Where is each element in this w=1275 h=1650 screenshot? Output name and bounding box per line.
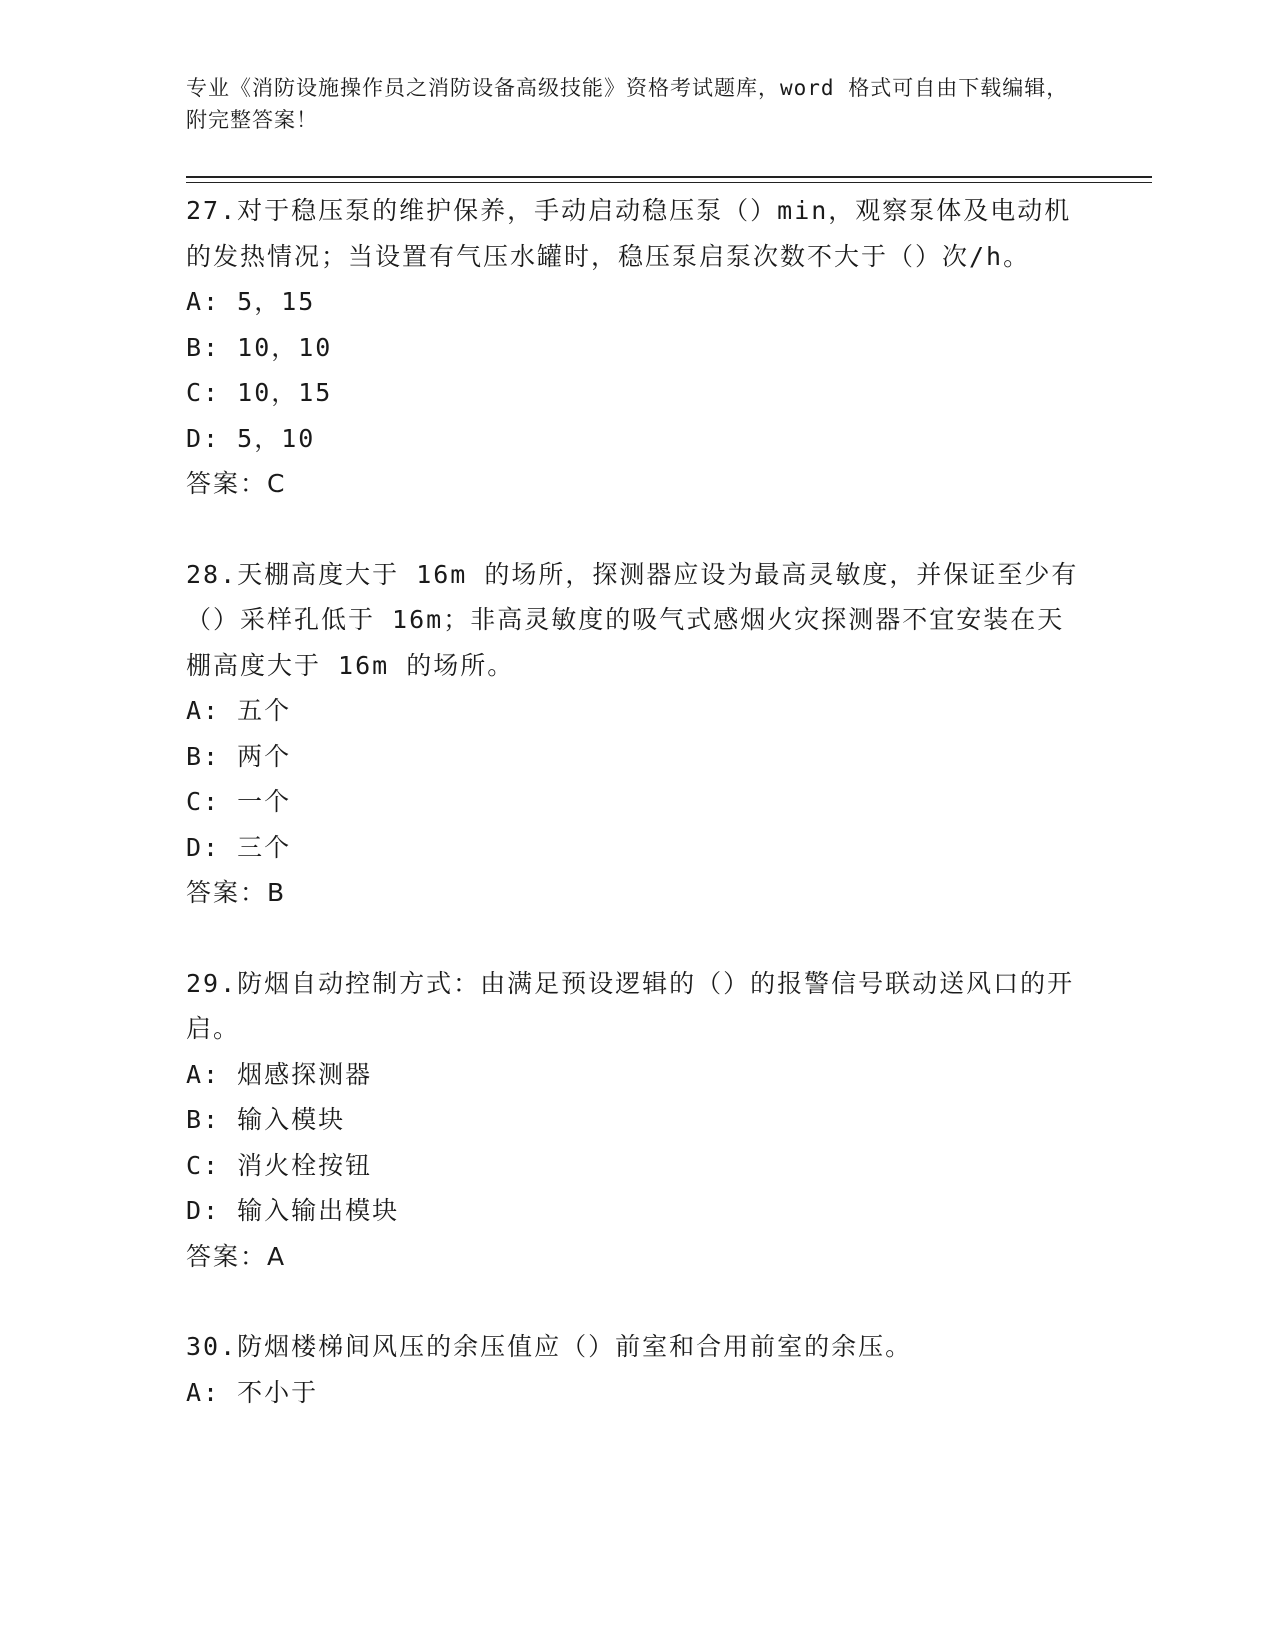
document-header [186, 72, 1086, 136]
header-divider-thin [186, 182, 1152, 183]
option-a: A: 五个 [186, 696, 292, 725]
question-stem: 30.防烟楼梯间风压的余压值应（）前室和合用前室的余压。 [186, 1332, 913, 1361]
option-b: B: 两个 [186, 741, 292, 771]
question-28 [186, 552, 1086, 916]
answer-line: 答案：B [186, 878, 287, 907]
question-29 [186, 961, 1086, 1280]
question-30 [186, 1324, 1086, 1415]
question-stem: 27.对于稳压泵的维护保养，手动启动稳压泵（）min，观察泵体及电动机的发热情况；当设置有气压水罐时，稳压泵启泵次数不大于（）次/h。 [186, 196, 1072, 271]
header-text: 专业《消防设施操作员之消防设备高级技能》资格考试题库，word 格式可自由下载编辑，附完整答案！ [186, 76, 1069, 132]
answer-line: 答案：A [186, 1241, 287, 1271]
question-stem: 29.防烟自动控制方式：由满足预设逻辑的（）的报警信号联动送风口的开启。 [186, 968, 1075, 1043]
option-b: B: 输入模块 [186, 1105, 346, 1134]
option-c: C: 消火栓按钮 [186, 1150, 373, 1180]
option-c: C: 一个 [186, 787, 292, 816]
option-a: A: 烟感探测器 [186, 1059, 373, 1089]
option-d: D: 输入输出模块 [186, 1196, 400, 1225]
answer-line: 答案：C [186, 469, 287, 498]
option-a: A: 不小于 [186, 1377, 319, 1407]
header-divider-thick [186, 176, 1152, 178]
option-d: D: 5，10 [186, 423, 316, 453]
option-d: D: 三个 [186, 832, 292, 862]
question-stem: 28.天棚高度大于 16m 的场所，探测器应设为最高灵敏度，并保证至少有（）采样孔低于 16m；非高灵敏度的吸气式感烟火灾探测器不宜安装在天棚高度大于 16m 的场所。 [186, 559, 1079, 680]
option-a: A: 5，15 [186, 287, 316, 316]
option-c: C: 10，15 [186, 378, 333, 407]
question-27 [186, 188, 1086, 507]
question-list [186, 188, 1086, 1460]
option-b: B: 10，10 [186, 332, 333, 362]
